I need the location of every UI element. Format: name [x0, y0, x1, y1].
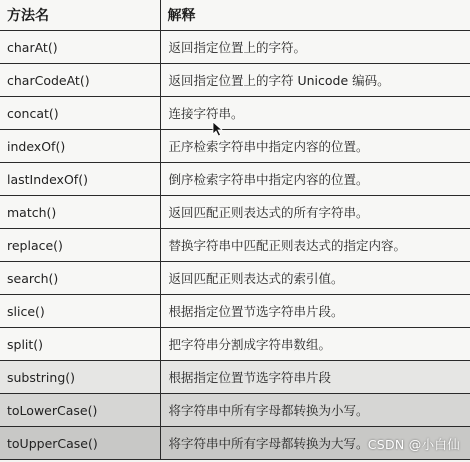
column-header-explanation: 解释 — [160, 0, 470, 31]
method-name-cell: charAt() — [0, 31, 160, 64]
method-description-cell: 返回指定位置上的字符。 — [160, 31, 470, 64]
table-row — [0, 295, 470, 328]
table-row — [0, 328, 470, 361]
method-description-cell: 将字符串中所有字母都转换为小写。 — [160, 394, 470, 427]
method-description-cell: 返回指定位置上的字符 Unicode 编码。 — [160, 64, 470, 97]
method-description-cell: 根据指定位置节选字符串片段。 — [160, 295, 470, 328]
table-row — [0, 394, 470, 427]
method-name-cell: indexOf() — [0, 130, 160, 163]
column-header-method-name: 方法名 — [0, 0, 160, 31]
method-name-cell: slice() — [0, 295, 160, 328]
table-row — [0, 361, 470, 394]
table-row — [0, 163, 470, 196]
method-name-cell: match() — [0, 196, 160, 229]
method-description-cell: 正序检索字符串中指定内容的位置。 — [160, 130, 470, 163]
method-description-cell: 返回匹配正则表达式的索引值。 — [160, 262, 470, 295]
method-name-cell: lastIndexOf() — [0, 163, 160, 196]
method-name-cell: charCodeAt() — [0, 64, 160, 97]
csdn-watermark: CSDN @小白仙 — [367, 437, 460, 452]
method-description-cell: 连接字符串。 — [160, 97, 470, 130]
method-name-cell: replace() — [0, 229, 160, 262]
method-name-cell: concat() — [0, 97, 160, 130]
method-description-cell: 返回匹配正则表达式的所有字符串。 — [160, 196, 470, 229]
table-row — [0, 196, 470, 229]
table-row — [0, 262, 470, 295]
method-name-cell: substring() — [0, 361, 160, 394]
mouse-pointer-icon — [212, 121, 224, 137]
method-description-cell: 将字符串中所有字母都转换为大写。 — [160, 427, 470, 460]
method-name-cell: toLowerCase() — [0, 394, 160, 427]
table-header-row — [0, 0, 470, 31]
method-name-cell: search() — [0, 262, 160, 295]
method-description-cell: 把字符串分割成字符串数组。 — [160, 328, 470, 361]
method-description-cell: 根据指定位置节选字符串片段 — [160, 361, 470, 394]
method-description-cell: 倒序检索字符串中指定内容的位置。 — [160, 163, 470, 196]
table-row — [0, 31, 470, 64]
table-row — [0, 97, 470, 130]
table-row — [0, 64, 470, 97]
method-name-cell: split() — [0, 328, 160, 361]
method-name-cell: toUpperCase() — [0, 427, 160, 460]
method-description-cell: 替换字符串中匹配正则表达式的指定内容。 — [160, 229, 470, 262]
table-row — [0, 229, 470, 262]
table-row — [0, 130, 470, 163]
